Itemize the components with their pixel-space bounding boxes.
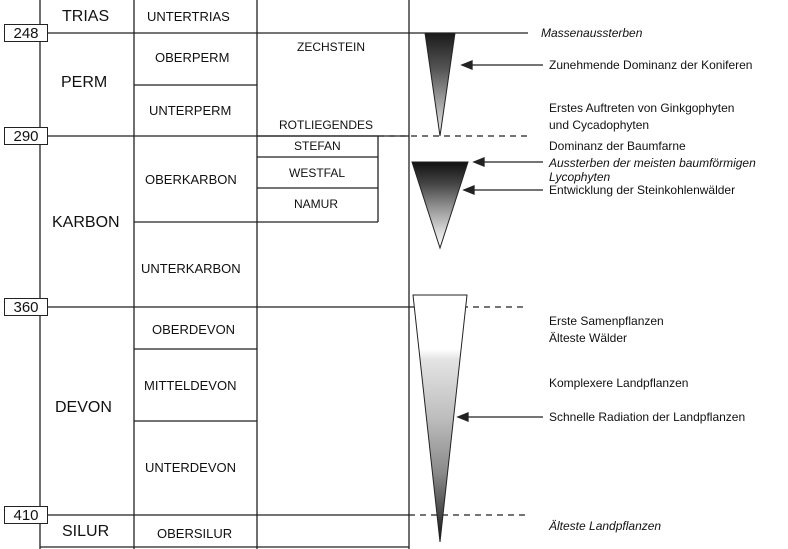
epoch-oberdevon: OBERDEVON bbox=[152, 322, 236, 337]
period-trias: TRIAS bbox=[62, 8, 110, 25]
period-devon: DEVON bbox=[55, 399, 112, 416]
period-silur: SILUR bbox=[62, 523, 110, 540]
ann-komplexere: Komplexere Landpflanzen bbox=[549, 376, 689, 390]
ann-ginkgo-2: und Cycadophyten bbox=[549, 118, 650, 132]
ann-radiation: Schnelle Radiation der Landpflanzen bbox=[549, 410, 746, 424]
period-perm: PERM bbox=[61, 74, 108, 91]
arrow-steinkohle-head bbox=[464, 186, 474, 194]
sub-westfal: WESTFAL bbox=[289, 166, 346, 180]
devon-spindle bbox=[413, 295, 467, 542]
arrow-koniferen-head bbox=[462, 61, 472, 69]
epoch-unterdevon: UNTERDEVON bbox=[145, 460, 237, 475]
sub-namur: NAMUR bbox=[294, 197, 338, 211]
epoch-oberperm: OBERPERM bbox=[155, 50, 230, 65]
sub-stefan: STEFAN bbox=[294, 139, 341, 153]
epoch-unterkarbon: UNTERKARBON bbox=[141, 261, 241, 276]
ann-baumfarne: Dominanz der Baumfarne bbox=[549, 139, 686, 153]
ann-aelteste: Älteste Landpflanzen bbox=[549, 519, 662, 533]
age-248: 248 bbox=[4, 24, 48, 42]
age-290: 290 bbox=[4, 127, 48, 145]
age-360: 360 bbox=[4, 298, 48, 316]
ann-massenaussterben: Massenaussterben bbox=[541, 26, 643, 40]
ann-lycophyten-1: Aussterben der meisten baumförmigen bbox=[549, 156, 756, 170]
age-410: 410 bbox=[4, 506, 48, 524]
arrow-lycophyten-head bbox=[474, 158, 484, 166]
period-karbon: KARBON bbox=[52, 214, 120, 231]
epoch-oberkarbon: OBERKARBON bbox=[145, 172, 237, 187]
epoch-obersilur: OBERSILUR bbox=[157, 526, 233, 541]
ann-koniferen: Zunehmende Dominanz der Koniferen bbox=[549, 58, 753, 72]
ann-lycophyten-2: Lycophyten bbox=[549, 170, 611, 184]
epoch-unterperm: UNTERPERM bbox=[149, 103, 232, 118]
sub-zechstein: ZECHSTEIN bbox=[297, 40, 366, 54]
sub-rotliegendes: ROTLIEGENDES bbox=[279, 118, 374, 132]
ann-ginkgo-1: Erstes Auftreten von Ginkgophyten bbox=[549, 101, 735, 115]
ann-samenpflanzen: Erste Samenpflanzen bbox=[549, 314, 664, 328]
karbon-spindle bbox=[412, 162, 468, 248]
arrow-radiation-head bbox=[458, 413, 468, 421]
ann-steinkohle: Entwicklung der Steinkohlenwälder bbox=[549, 183, 736, 197]
perm-spindle bbox=[425, 33, 455, 136]
ann-waelder: Älteste Wälder bbox=[549, 331, 628, 345]
epoch-mitteldevon: MITTELDEVON bbox=[144, 378, 237, 393]
epoch-untertrias: UNTERTRIAS bbox=[147, 9, 230, 24]
